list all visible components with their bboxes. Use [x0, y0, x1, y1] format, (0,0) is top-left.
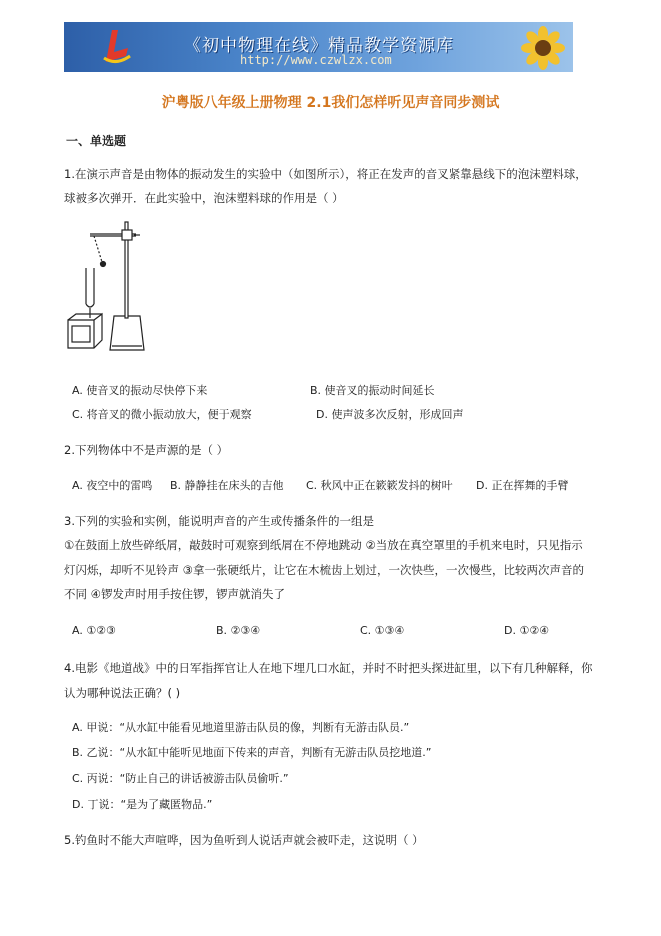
q3-stem-line2: ①在鼓面上放些碎纸屑，敲鼓时可观察到纸屑在不停地跳动 ②当放在真空罩里的手机来电时，只见指示	[64, 538, 583, 552]
q4-option-d[interactable]: D. 丁说：“是为了藏匿物品.”	[72, 798, 213, 811]
document-title: 沪粤版八年级上册物理 2.1我们怎样听见声音同步测试	[161, 95, 500, 111]
q1-option-d[interactable]: D. 使声波多次反射，形成回声	[316, 408, 464, 421]
q3-stem-line1: 3.下列的实验和实例，能说明声音的产生或传播条件的一组是	[64, 514, 374, 528]
banner-title: 《初中物理在线》精品教学资源库	[184, 36, 454, 56]
q1-stem-line2: 球被多次弹开．在此实验中，泡沫塑料球的作用是（ ）	[64, 191, 344, 205]
banner-url[interactable]: http://www.czwlzx.com	[240, 53, 392, 67]
q4-option-c[interactable]: C. 丙说：“防止自己的讲话被游击队员偷听.”	[72, 772, 289, 785]
q2-option-a[interactable]: A. 夜空中的雷鸣	[72, 479, 153, 492]
header-banner	[64, 22, 573, 72]
section-heading: 一、单选题	[66, 134, 127, 148]
q4-stem-line1: 4.电影《地道战》中的日军指挥官让人在地下埋几口水缸，并时不时把头探进缸里，以下有几种解释，你	[64, 661, 593, 675]
q1-option-c[interactable]: C. 将音叉的微小振动放大，便于观察	[72, 408, 252, 421]
q2-stem: 2.下列物体中不是声源的是（ ）	[64, 443, 229, 457]
tuning-fork-apparatus-figure	[64, 216, 164, 356]
sunflower-icon	[521, 26, 565, 70]
q3-stem-line3: 灯闪烁，却听不见铃声 ③拿一张硬纸片，让它在木梳齿上划过，一次快些，一次慢些，比较两次声音的	[64, 563, 584, 577]
q2-option-d[interactable]: D. 正在挥舞的手臂	[476, 479, 569, 492]
q1-option-a[interactable]: A. 使音叉的振动尽快停下来	[72, 384, 208, 397]
q1-option-b[interactable]: B. 使音叉的振动时间延长	[310, 384, 435, 397]
q4-option-a[interactable]: A. 甲说：“从水缸中能看见地道里游击队员的像，判断有无游击队员.”	[72, 721, 410, 734]
q5-stem: 5.钓鱼时不能大声喧哗，因为鱼听到人说话声就会被吓走，这说明（ ）	[64, 833, 424, 847]
q4-option-b[interactable]: B. 乙说：“从水缸中能听见地面下传来的声音，判断有无游击队员挖地道.”	[72, 746, 432, 759]
q4-stem-line2: 认为哪种说法正确？( )	[64, 686, 181, 700]
q3-option-c[interactable]: C. ①③④	[360, 624, 405, 637]
q3-stem-line4: 不同 ④锣发声时用手按住锣，锣声就消失了	[64, 587, 285, 601]
q3-option-a[interactable]: A. ①②③	[72, 624, 116, 637]
q2-option-c[interactable]: C. 秋风中正在簌簌发抖的树叶	[306, 479, 453, 492]
q3-option-b[interactable]: B. ②③④	[216, 624, 261, 637]
q3-option-d[interactable]: D. ①②④	[504, 624, 550, 637]
q1-stem-line1: 1.在演示声音是由物体的振动发生的实验中（如图所示），将正在发声的音叉紧靠悬线下的泡沫塑料球，	[64, 167, 587, 181]
logo-icon	[98, 28, 134, 66]
q2-option-b[interactable]: B. 静静挂在床头的吉他	[170, 479, 284, 492]
